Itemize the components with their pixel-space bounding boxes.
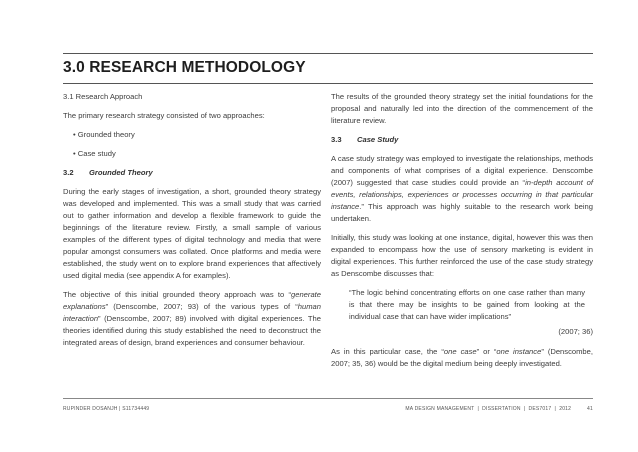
section-3-1-heading: 3.1 Research Approach xyxy=(63,92,143,101)
left-column xyxy=(63,91,321,356)
section-3-3-title: Case Study xyxy=(357,135,399,144)
section-3-3-number: 3.3 xyxy=(331,135,342,144)
title-rule xyxy=(63,83,593,84)
section-3-2-heading xyxy=(63,167,321,179)
footer-author: RUPINDER DOSANJH | S11734449 xyxy=(63,406,150,412)
section-3-3-heading xyxy=(331,134,593,146)
block-quote: “The logic behind concentrating efforts on one case rather than many is that there may be insights to be gained from looking at the individual case that can have wider implications” xyxy=(349,288,585,321)
section-3-2-number: 3.2 xyxy=(63,168,74,177)
initially-paragraph: Initially, this study was looking at one instance, digital, however this was then expanded to encompass how the use of sensory marketing is evident in digital experiences. This further reinforced the use of the case study strategy as Denscombe discusses that: xyxy=(331,233,593,278)
page-title: 3.0 RESEARCH METHODOLOGY xyxy=(63,59,306,76)
right-column xyxy=(331,91,593,377)
quote-citation: (2007; 36) xyxy=(558,327,593,336)
bullet-case-study: • Case study xyxy=(73,149,116,158)
case-study-paragraph: A case study strategy was employed to investigate the relationships, methods and components of what comprises of a digital experience. Denscombe (2007) suggested that case studies could provide an “in-depth account of events, relationships, experiences or processes occurring in that particular instance.” This approach was highly suitable to the research work being undertaken. xyxy=(331,154,593,223)
one-case-paragraph: As in this particular case, the “one case” or “one instance” (Denscombe, 2007; 35, 36) would be the digital medium being deeply investigated. xyxy=(331,347,593,368)
grounded-theory-paragraph: During the early stages of investigation, a short, grounded theory strategy was developed and implemented. This was a small study that was carried out to gather information and develop a flexible framework to guide the beginnings of the literature review. Firstly, a small sample of various examples of the different types of digital technology and media that were popular amongst consumers was collated. Once platforms and media were established, the study went on to explore brand experiences that affectively used digital media (see appendix A for examples). xyxy=(63,187,321,280)
intro-paragraph: The primary research strategy consisted of two approaches: xyxy=(63,111,265,120)
footer-rule xyxy=(63,398,593,399)
objective-paragraph: The objective of this initial grounded theory approach was to “generate explanations” (Denscombe, 2007; 93) of the various types of “human interaction” (Denscombe, 2007; 89) involved with digital experiences. The theories identified during this study established the need to deconstruct the integrated areas of design, brand experiences and consumer behaviour. xyxy=(63,290,321,347)
top-rule xyxy=(63,53,593,54)
section-3-2-title: Grounded Theory xyxy=(89,168,153,177)
results-paragraph: The results of the grounded theory strategy set the initial foundations for the proposal and naturally led into the direction of the commencement of the literature review. xyxy=(331,92,593,125)
bullet-grounded-theory: • Grounded theory xyxy=(73,130,135,139)
footer-course-page: MA DESIGN MANAGEMENT | DISSERTATION | DES7017 | 2012 41 xyxy=(405,406,593,412)
